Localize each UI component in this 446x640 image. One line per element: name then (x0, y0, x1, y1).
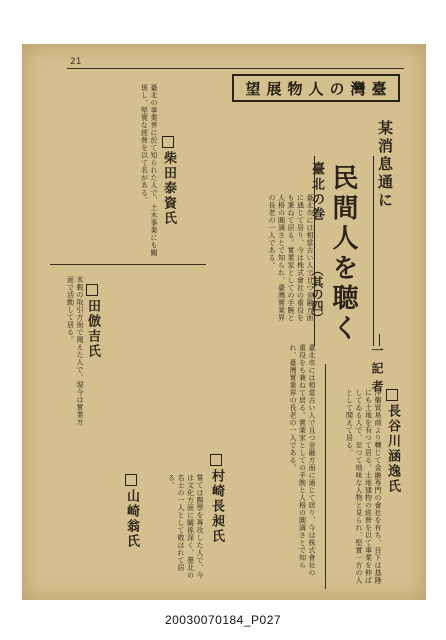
square-marker-icon (386, 389, 398, 401)
person-text-ta: 米穀の取引方面で聞えた人で、現今は實業方面で活動して居る。 (66, 276, 84, 426)
row-divider (50, 264, 206, 265)
square-marker-icon (162, 136, 174, 148)
person-name-text: 長谷川涵逸氏 (385, 404, 400, 494)
series-title-box (232, 74, 400, 102)
person-name-text: 山崎翁氏 (124, 489, 139, 549)
person-name-hasegawa (383, 389, 402, 494)
person-name-text: 柴田泰資氏 (161, 151, 176, 226)
square-marker-icon (86, 284, 98, 296)
person-name-text: 田倣吉氏 (85, 299, 100, 359)
main-title: 民間人を聴く (328, 164, 358, 344)
header-rule (67, 68, 404, 69)
person-name-murasaki (207, 454, 226, 544)
part-label: （其の四） (310, 264, 324, 324)
series-title: 臺灣の人物展望 (243, 81, 388, 100)
person-text-hasegawa: 洋藥貿易商より轉じて金融専門の會社を有ち、目下は基隆にも土地を有つて居る。土地建物の經營を以て事業を伸ばしてゐる人で、至つて地味な人物と見られ、堅實一方の人として聞えて居る。 (345, 389, 382, 584)
person-name-ta (83, 284, 102, 359)
subtitle: 臺北の巻 (309, 162, 324, 222)
person-text-murasaki: 臺北市には相當古い人で且つ金融方面に通じて居り、今は株式會社の重役をも兼ねて居る。實業家としての手腕と人格の圓満さとで知られ、臺灣實業界の長老の一人である。 (289, 344, 316, 577)
person-name-yamazaki (122, 474, 141, 549)
square-marker-icon (210, 454, 222, 466)
person-text-yamazaki: 嘗ては醫學を專攻した人で、今は文化方面に關係深く、臺北の名士の一人として敬はれて居る。 (167, 474, 204, 579)
person-name-text: 村崎長昶氏 (209, 469, 224, 544)
image-caption: 20030070184_P027 (164, 613, 282, 627)
intro-text: 臺北市には相當古い人で且つ金融方面に通じて居り、今は株式會社の重役をも兼ねて居る。實業家としての手腕と人格の圓満さとで知られ、臺灣實業界の長老の一人である。 (268, 194, 314, 322)
magazine-page (22, 44, 426, 600)
person-name-shibata (159, 136, 178, 226)
column-title: 某消息通に (376, 120, 394, 210)
person-text-shibata: 臺北の事業界に於て知られた人で、土木事業にも關係し、堅實な經營を以て名がある。 (140, 84, 158, 257)
square-marker-icon (125, 474, 137, 486)
page-number: 21 (70, 57, 82, 67)
column-divider (325, 364, 326, 589)
reporter-byline: 一記者 (370, 344, 384, 398)
